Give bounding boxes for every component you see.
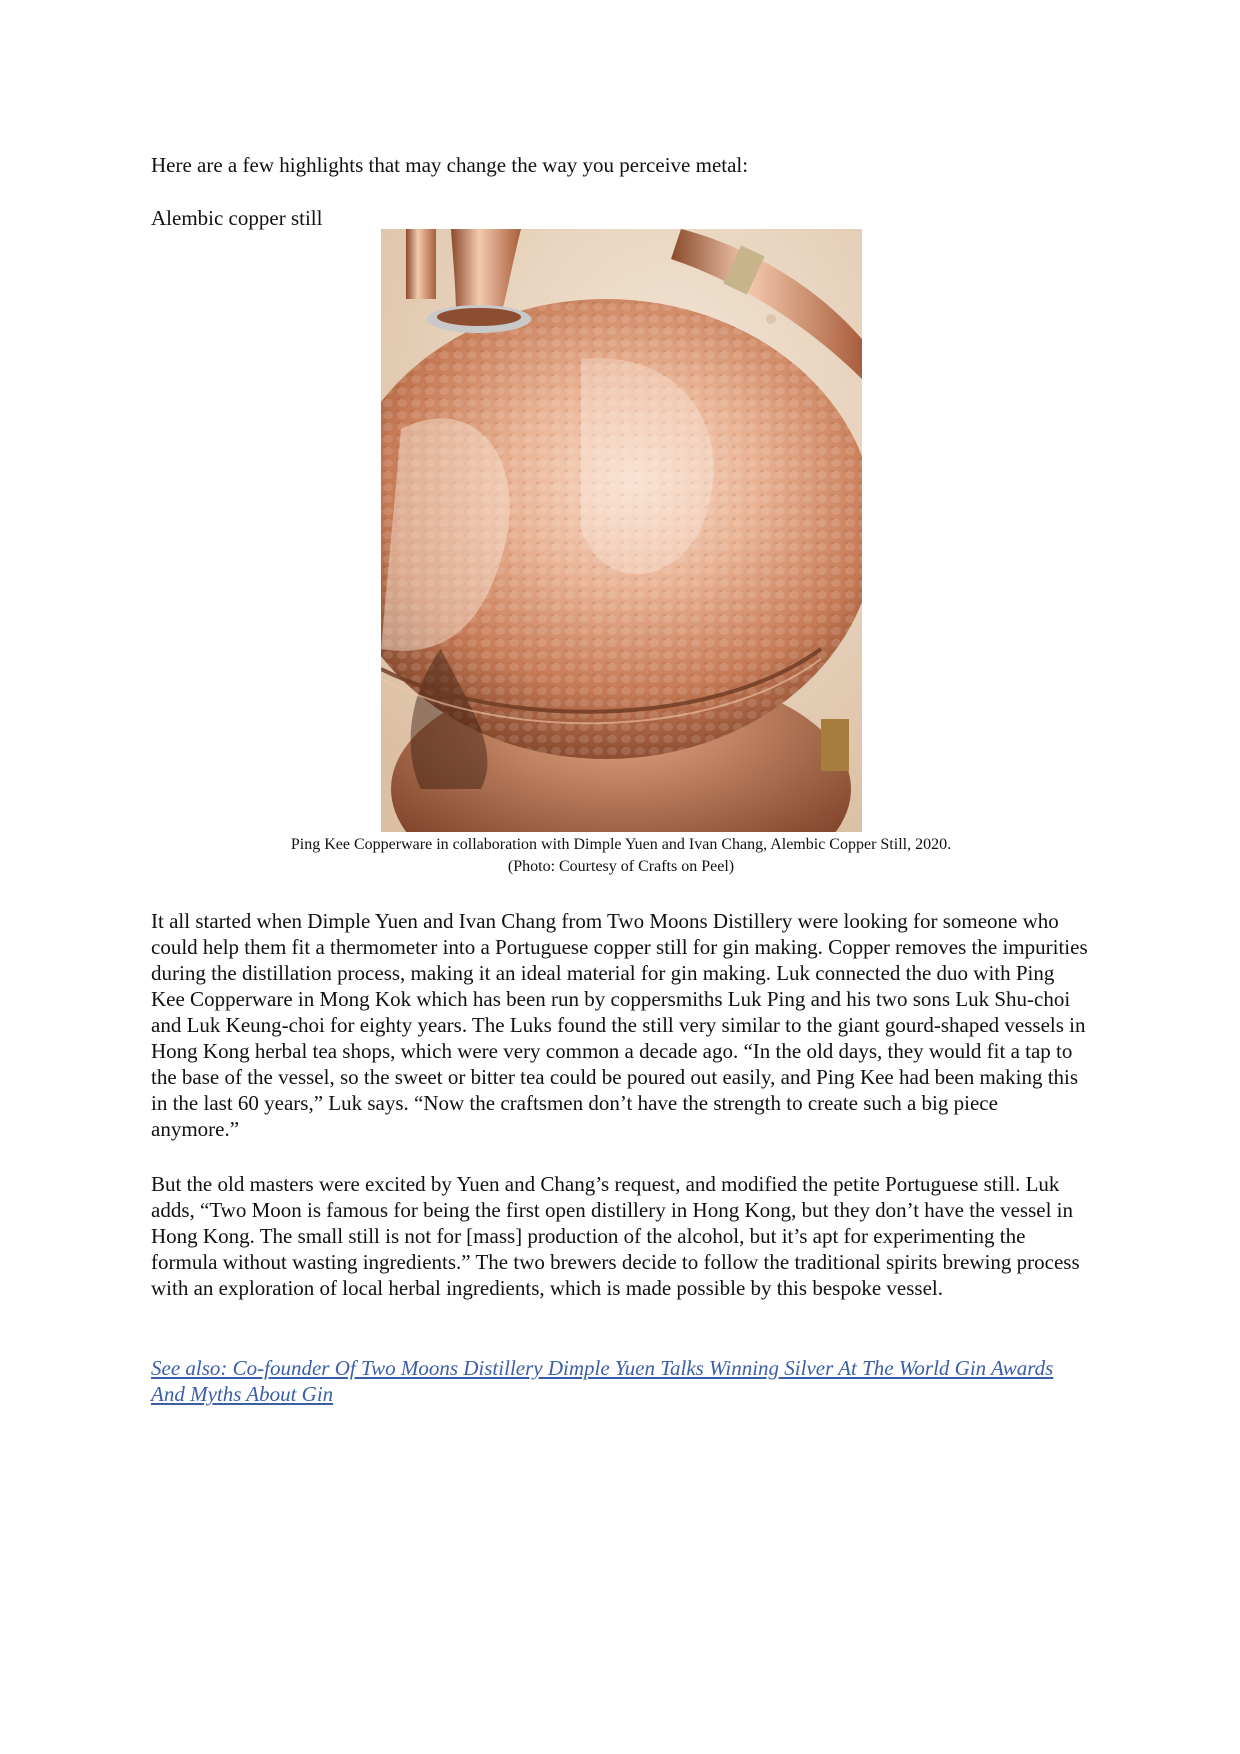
intro-text: Here are a few highlights that may change the way you perceive metal:: [151, 153, 749, 177]
section-heading: Alembic copper still: [151, 206, 323, 230]
see-also-link[interactable]: See also: Co-founder Of Two Moons Distillery Dimple Yuen Talks Winning Silver At The World Gin Awards And Myths About Gin: [151, 1356, 1054, 1406]
copper-still-photo-icon: [381, 229, 862, 832]
caption-line-1: Ping Kee Copperware in collaboration with Dimple Yuen and Ivan Chang, Alembic Copper Still, 2020.: [290, 836, 952, 853]
body-paragraph-1: It all started when Dimple Yuen and Ivan Chang from Two Moons Distillery were looking for someone who could help them fit a thermometer into a Portuguese copper still for gin making. Copper removes the impurities during the distillation process, making it an ideal material for gin making. Luk connected the duo with Ping Kee Copperware in Mong Kok which has been run by coppersmiths Luk Ping and his two sons Luk Shu-choi and Luk Keung-choi for eighty years. The Luks found the still very similar to the giant gourd-shaped vessels in Hong Kong herbal tea shops, which were very common a decade ago. “In the old days, they would fit a tap to the base of the vessel, so the sweet or bitter tea could be poured out easily, and Ping Kee had been making this in the last 60 years,” Luk says. “Now the craftsmen don’t have the strength to create such a big piece anymore.”: [151, 909, 1088, 1141]
caption-line-2: (Photo: Courtesy of Crafts on Peel): [507, 858, 735, 875]
figure-caption: [151, 834, 1091, 878]
body-paragraph-2: But the old masters were excited by Yuen and Chang’s request, and modified the petite Portuguese still. Luk adds, “Two Moon is famous for being the first open distillery in Hong Kong, but they don’t have the vessel in Hong Kong. The small still is not for [mass] production of the alcohol, but it’s apt for experimenting the formula without wasting ingredients.” The two brewers decide to follow the traditional spirits brewing process with an exploration of local herbal ingredients, which is made possible by this bespoke vessel.: [151, 1172, 1080, 1300]
